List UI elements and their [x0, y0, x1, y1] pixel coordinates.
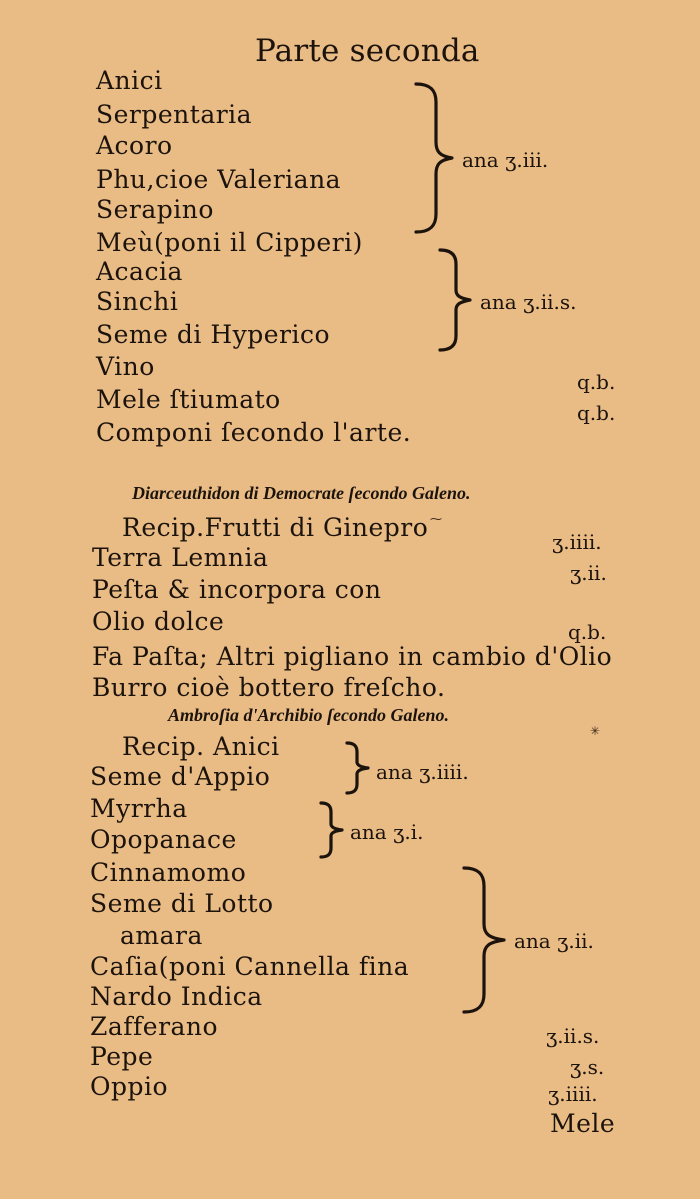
ingredient-line: Phu,cioe Valeriana — [96, 165, 342, 194]
ingredient-line: Sinchi — [96, 287, 179, 316]
ingredient-line: Peſta & incorpora con — [92, 575, 382, 604]
ingredient-line: Seme di Lotto — [90, 889, 274, 918]
ingredient-line: Oppio — [90, 1072, 169, 1101]
ingredient-line: Zafferano — [90, 1012, 219, 1041]
quantity-label: q.b. — [577, 370, 616, 394]
quantity-label: ʒ.s. — [570, 1055, 605, 1079]
ingredient-line: Pepe — [90, 1042, 154, 1071]
brace-mark — [436, 246, 480, 354]
quantity-label: ʒ.iiii. — [552, 530, 602, 554]
quantity-label: ʒ.ii.s. — [546, 1024, 600, 1048]
running-title: Parte seconda — [255, 33, 480, 69]
ingredient-line: Caſia(poni Cannella fina — [90, 952, 410, 981]
quantity-label: ana ʒ.ii. — [514, 929, 594, 953]
ingredient-line: Seme d'Appio — [90, 762, 271, 791]
ingredient-line: Olio dolce — [92, 607, 225, 636]
ingredient-line: Acoro — [96, 131, 173, 160]
ingredient-line: Vino — [96, 352, 155, 381]
quantity-label: q.b. — [568, 620, 607, 644]
ingredient-line: Cinnamomo — [90, 858, 247, 887]
brace-mark — [412, 80, 462, 236]
ingredient-line: Opopanace — [90, 825, 237, 854]
quantity-label: q.b. — [577, 401, 616, 425]
quantity-label: ʒ.ii. — [570, 561, 607, 585]
ingredient-line: Recip.Frutti di Ginepro — [122, 513, 429, 542]
ingredient-line: Nardo Indica — [90, 982, 263, 1011]
ingredient-line: Serpentaria — [96, 100, 253, 129]
quantity-label: ana ʒ.iii. — [462, 148, 549, 172]
ingredient-line: Seme di Hyperico — [96, 320, 331, 349]
brace-mark — [344, 740, 376, 796]
ink-speck: ✳ — [590, 724, 601, 738]
quantity-label: ana ʒ.i. — [350, 820, 424, 844]
ingredient-line: Acacia — [96, 257, 183, 286]
catchword: Mele — [550, 1109, 616, 1138]
quantity-label: ana ʒ.ii.s. — [480, 290, 577, 314]
ingredient-line: Componi ſecondo l'arte. — [96, 418, 412, 447]
ink-speck: ⁓ — [430, 512, 442, 526]
ingredient-line: Serapino — [96, 195, 214, 224]
ingredient-line: Recip. Anici — [122, 732, 280, 761]
ingredient-line: Terra Lemnia — [92, 543, 269, 572]
recipe-heading: Ambroſia d'Archibio ſecondo Galeno. — [168, 705, 450, 725]
recipe-heading: Diarceuthidon di Democrate ſecondo Galeno. — [132, 483, 471, 503]
ingredient-line: amara — [120, 921, 203, 950]
ingredient-line: Myrrha — [90, 794, 188, 823]
ingredient-line: Fa Paſta; Altri pigliano in cambio d'Olio — [92, 642, 613, 671]
ingredient-line: Burro cioè bottero freſcho. — [92, 673, 446, 702]
quantity-label: ʒ.iiii. — [548, 1082, 598, 1106]
quantity-label: ana ʒ.iiii. — [376, 760, 469, 784]
ingredient-line: Meù(poni il Cipperi) — [96, 228, 363, 257]
brace-mark — [458, 864, 514, 1016]
ingredient-line: Mele ſtiumato — [96, 385, 281, 414]
ingredient-line: Anici — [96, 66, 163, 95]
brace-mark — [318, 800, 350, 860]
